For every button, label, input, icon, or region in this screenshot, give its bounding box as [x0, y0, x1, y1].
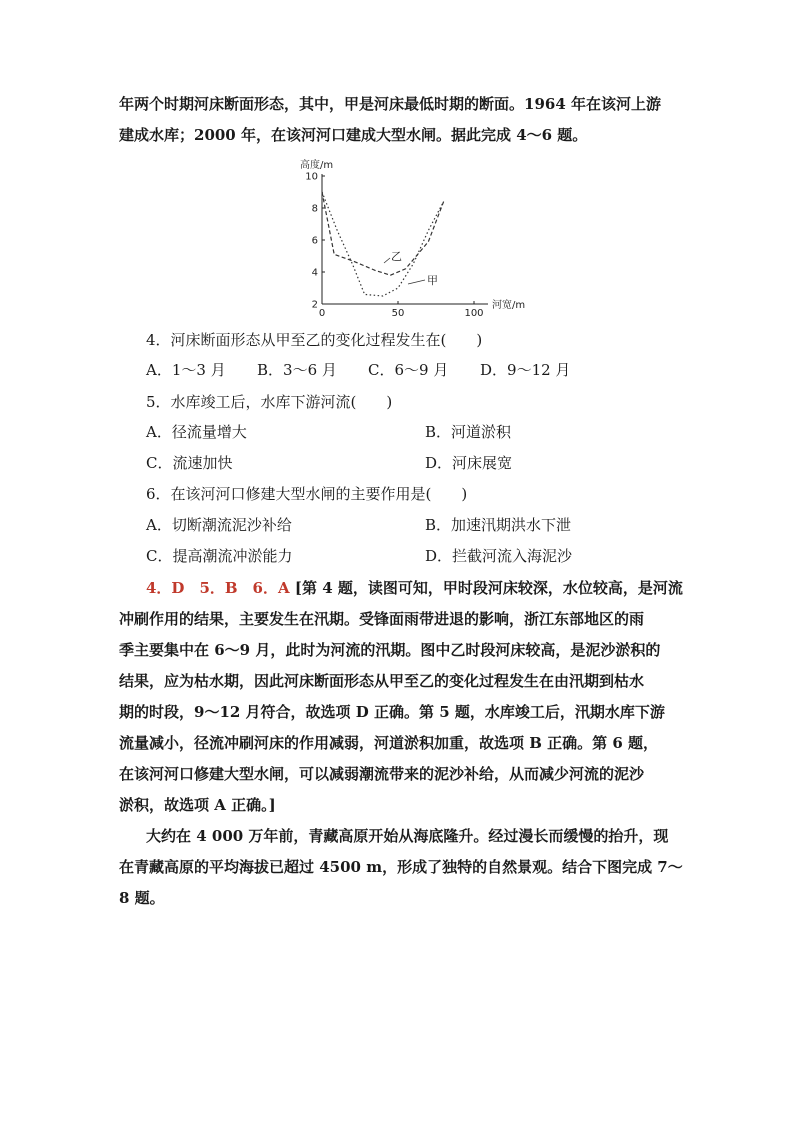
answer-line-8: 淤积，故选项 A 正确。]	[119, 796, 276, 814]
y-tick-label: 10	[305, 171, 318, 183]
answer-line-4: 结果，应为枯水期，因此河床断面形态从甲至乙的变化过程发生在由汛期到枯水	[119, 672, 645, 690]
answer-line-6: 流量减小，径流冲刷河床的作用减弱，河道淤积加重，故选项 B 正确。第 6 题，	[119, 734, 659, 752]
label-leader-yi	[384, 258, 390, 263]
question-6-stem: 6．在该河河口修建大型水闸的主要作用是( )	[146, 485, 468, 503]
y-axis-label: 高度/m	[300, 160, 334, 171]
label-leader-jia	[408, 280, 425, 284]
y-tick-label: 6	[311, 235, 318, 247]
y-tick-label: 8	[311, 203, 318, 215]
next-intro-line-3: 8 题。	[119, 889, 165, 907]
q4-option-a: A．1～3 月	[146, 361, 226, 379]
series-line-jia	[322, 192, 444, 296]
answer-explanation-1: [第 4 题，读图可知，甲时段河床较深，水位较高，是河流	[294, 579, 683, 597]
q6-option-c: C．提高潮流冲淤能力	[146, 547, 293, 565]
intro-line-2: 建成水库；2000 年，在该河河口建成大型水闸。据此完成 4～6 题。	[119, 126, 588, 144]
q6-option-a: A．切断潮流泥沙补给	[146, 516, 292, 534]
y-tick-label: 4	[311, 267, 318, 279]
q6-option-d: D．拦截河流入海泥沙	[425, 547, 573, 565]
answer-line-7: 在该河河口修建大型水闸，可以减弱潮流带来的泥沙补给，从而减少河流的泥沙	[119, 765, 645, 783]
q5-option-d: D．河床展宽	[425, 454, 513, 472]
next-intro-line-1: 大约在 4 000 万年前，青藏高原开始从海底隆升。经过漫长而缓慢的抬升，现	[146, 827, 669, 845]
answer-line-1	[146, 578, 683, 598]
q5-option-c: C．流速加快	[146, 454, 233, 472]
q6-option-b: B．加速汛期洪水下泄	[425, 516, 572, 534]
series-label-jia: 甲	[427, 274, 438, 287]
x-tick-label: 100	[464, 308, 484, 319]
next-intro-line-2: 在青藏高原的平均海拔已超过 4500 m，形成了独特的自然景观。结合下图完成 7～	[119, 858, 683, 876]
x-tick-label: 0	[318, 308, 326, 319]
river-cross-section-chart	[292, 156, 532, 320]
x-axis-label: 河宽/m	[492, 300, 526, 311]
q4-option-d: D．9～12 月	[480, 361, 571, 379]
series-label-yi: 乙	[391, 250, 402, 263]
x-tick-label: 50	[391, 308, 405, 319]
question-4-stem: 4．河床断面形态从甲至乙的变化过程发生在( )	[146, 331, 483, 349]
answer-line-5: 期的时段，9～12 月符合，故选项 D 正确。第 5 题，水库竣工后，汛期水库下游	[119, 703, 665, 721]
question-5-stem: 5．水库竣工后，水库下游河流( )	[146, 393, 393, 411]
answer-key: 4．D 5．B 6．A	[146, 579, 290, 597]
answer-line-2: 冲刷作用的结果，主要发生在汛期。受锋面雨带进退的影响，浙江东部地区的雨	[119, 610, 645, 628]
q4-option-c: C．6～9 月	[368, 361, 449, 379]
series-line-yi	[322, 192, 444, 275]
answer-line-3: 季主要集中在 6～9 月，此时为河流的汛期。图中乙时段河床较高，是泥沙淤积的	[119, 641, 661, 659]
q5-option-b: B．河道淤积	[425, 423, 512, 441]
q4-option-b: B．3～6 月	[257, 361, 337, 379]
intro-line-1: 年两个时期河床断面形态，其中，甲是河床最低时期的断面。1964 年在该河上游	[119, 95, 661, 113]
y-tick-label: 2	[311, 299, 318, 311]
q5-option-a: A．径流量增大	[146, 423, 247, 441]
